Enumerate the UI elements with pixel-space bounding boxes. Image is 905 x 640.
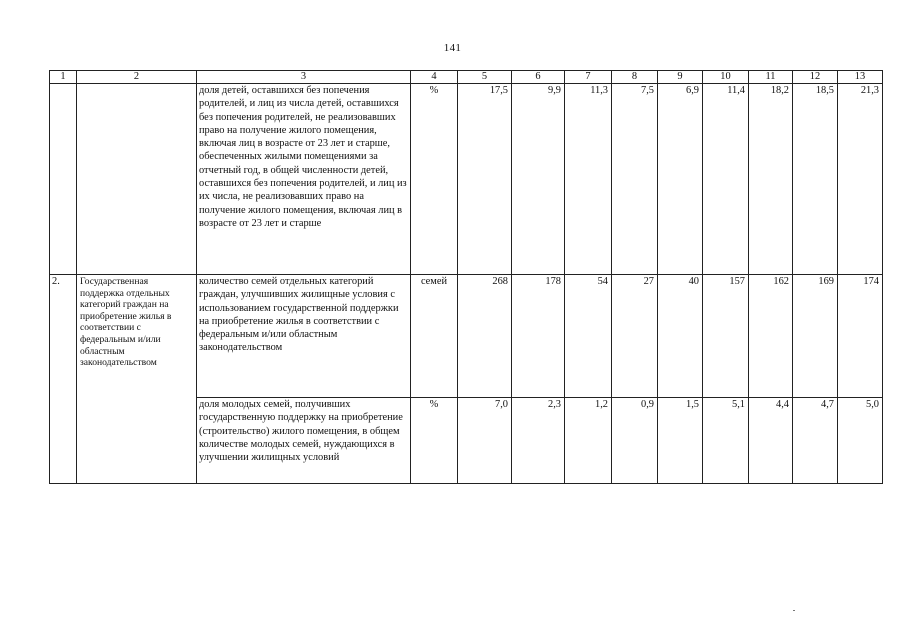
unit-cell: % — [411, 84, 458, 275]
value-cell: 9,9 — [512, 84, 565, 275]
column-header: 5 — [458, 71, 512, 84]
scan-speck — [793, 610, 795, 611]
value-cell: 1,2 — [565, 398, 612, 484]
value-cell: 169 — [793, 275, 838, 398]
column-header: 6 — [512, 71, 565, 84]
column-header: 12 — [793, 71, 838, 84]
value-cell: 18,5 — [793, 84, 838, 275]
value-cell: 40 — [658, 275, 703, 398]
row-index-cell — [50, 84, 77, 275]
value-cell: 178 — [512, 275, 565, 398]
column-header: 7 — [565, 71, 612, 84]
column-header: 3 — [197, 71, 411, 84]
measure-cell: Государственная поддержка отдельных категорий граждан на приобретение жилья в соответствии с федеральным и/или областным законодательством — [77, 275, 197, 484]
unit-cell: % — [411, 398, 458, 484]
value-cell: 2,3 — [512, 398, 565, 484]
indicator-cell: доля молодых семей, получивших государственную поддержку на приобретение (строительство) жилого помещения, в общем количестве молодых семей, нуждающихся в улучшении жилищных условий — [197, 398, 411, 484]
value-cell: 157 — [703, 275, 749, 398]
column-header: 10 — [703, 71, 749, 84]
value-cell: 7,0 — [458, 398, 512, 484]
value-cell: 17,5 — [458, 84, 512, 275]
value-cell: 5,0 — [838, 398, 883, 484]
table-row — [50, 84, 883, 275]
unit-cell: семей — [411, 275, 458, 398]
value-cell: 162 — [749, 275, 793, 398]
value-cell: 1,5 — [658, 398, 703, 484]
column-header: 4 — [411, 71, 458, 84]
value-cell: 11,3 — [565, 84, 612, 275]
value-cell: 18,2 — [749, 84, 793, 275]
indicators-table — [49, 70, 883, 484]
value-cell: 4,4 — [749, 398, 793, 484]
row-index-cell: 2. — [50, 275, 77, 484]
value-cell: 6,9 — [658, 84, 703, 275]
indicator-cell: доля детей, оставшихся без попечения родителей, и лиц из числа детей, оставшихся без попечения родителей, не реализовавших право на получение жилого помещения, включая лиц в возрасте от 23 лет и старше, обеспеченных жилыми помещениями за отчетный год, в общей численности детей, оставшихся без попечения родителей, и лиц из их числа, не реализовавших право на получение жилого помещения, включая лиц в возрасте от 23 лет и старше — [197, 84, 411, 275]
value-cell: 5,1 — [703, 398, 749, 484]
value-cell: 11,4 — [703, 84, 749, 275]
value-cell: 7,5 — [612, 84, 658, 275]
column-header: 1 — [50, 71, 77, 84]
measure-cell — [77, 84, 197, 275]
column-header: 13 — [838, 71, 883, 84]
value-cell: 174 — [838, 275, 883, 398]
indicator-cell: количество семей отдельных категорий граждан, улучшивших жилищные условия с использованием государственной поддержки на приобретение жилья в соответствии с федеральным и/или областным законодательством — [197, 275, 411, 398]
value-cell: 54 — [565, 275, 612, 398]
page-number: 141 — [443, 42, 462, 54]
column-header: 8 — [612, 71, 658, 84]
column-header: 9 — [658, 71, 703, 84]
value-cell: 21,3 — [838, 84, 883, 275]
value-cell: 4,7 — [793, 398, 838, 484]
column-numbers-row — [50, 71, 883, 84]
value-cell: 0,9 — [612, 398, 658, 484]
value-cell: 268 — [458, 275, 512, 398]
column-header: 2 — [77, 71, 197, 84]
table-row — [50, 275, 883, 398]
column-header: 11 — [749, 71, 793, 84]
value-cell: 27 — [612, 275, 658, 398]
